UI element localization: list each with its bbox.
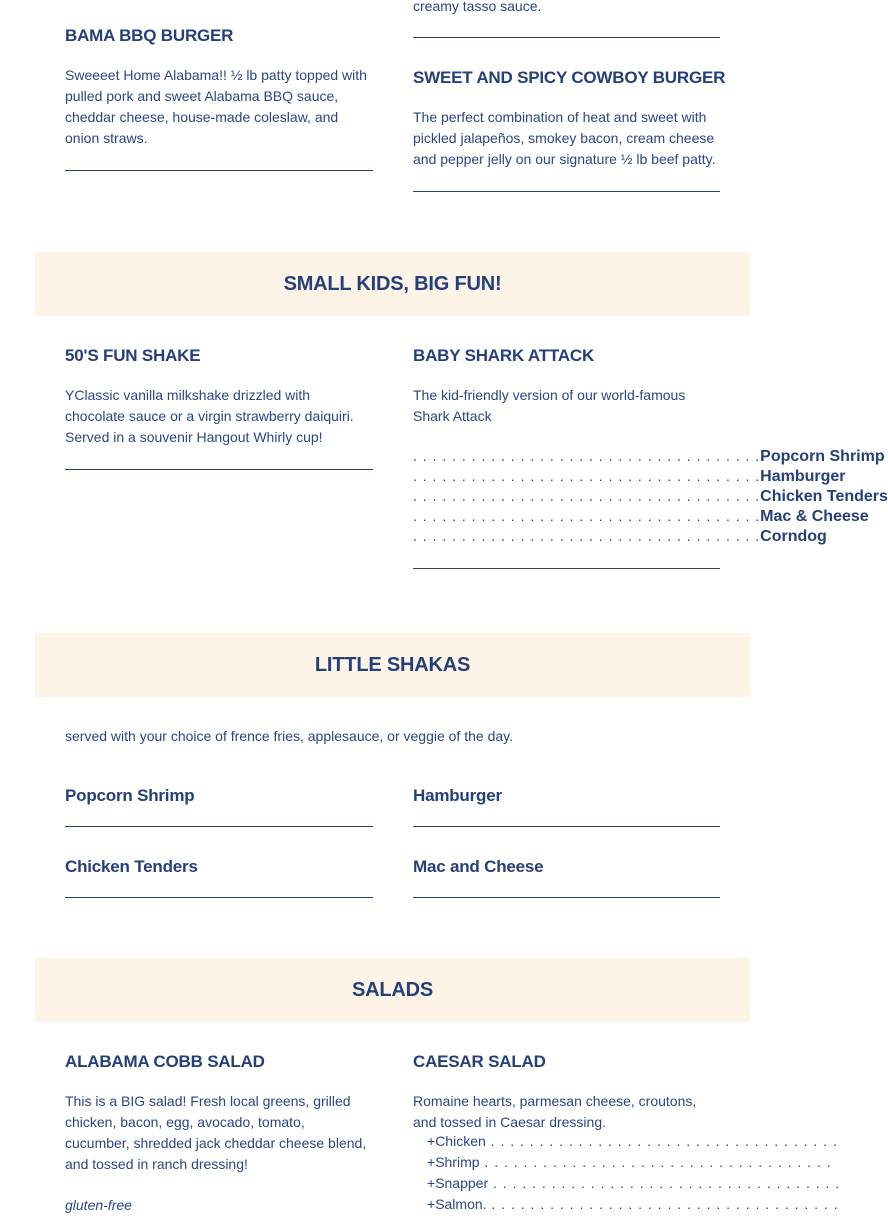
menu-item-title: CAESAR SALAD xyxy=(413,1052,546,1071)
menu-item-title: Hamburger xyxy=(413,786,502,805)
menu-item-title: BAMA BBQ BURGER xyxy=(65,26,234,45)
section-header-band xyxy=(35,252,750,316)
add-on-row xyxy=(413,1175,841,1196)
section-title: SALADS xyxy=(351,978,434,1001)
partial-description: creamy tasso sauce. xyxy=(413,0,542,14)
kid-option-row xyxy=(413,448,885,468)
dot-leader: . . . . . . . . . . . . . . . . . . . . . . . . . . . . . . . . . . . . xyxy=(485,1133,838,1149)
add-on-name: Shrimp xyxy=(435,1154,480,1170)
dot-leader: . . . . . . . . . . . . . . . . . . . . . . . . . . . . . . . . . . . . xyxy=(413,448,761,464)
dot-leader: . . . . . . . . . . . . . . . . . . . . . . . . . . . . . . . . . . . . xyxy=(413,468,761,484)
kid-option-name: Corndog xyxy=(760,528,827,545)
menu-item-title: ALABAMA COBB SALAD xyxy=(65,1052,265,1071)
section-title: SMALL KIDS, BIG FUN! xyxy=(283,272,502,295)
menu-item-divider xyxy=(65,469,373,470)
menu-item-description: Sweeeet Home Alabama!! ½ lb patty topped with pulled pork and sweet Alabama BBQ sauce, cheddar cheese, house-made coleslaw, and onion straws. xyxy=(65,67,367,146)
kid-option-name: Mac & Cheese xyxy=(760,508,869,525)
menu-item-title: Chicken Tenders xyxy=(65,857,198,876)
menu-item-description: The perfect combination of heat and sweet with pickled jalapeños, smokey bacon, cream cheese and pepper jelly on our signature ½ lb beef patty. xyxy=(413,109,716,167)
add-on-name: Chicken xyxy=(435,1133,486,1149)
kid-option-row xyxy=(413,508,869,528)
menu-item-divider xyxy=(413,826,720,827)
menu-item-divider xyxy=(413,37,720,38)
plus-icon: + xyxy=(427,1196,436,1212)
section-note: served with your choice of frence fries, applesauce, or veggie of the day. xyxy=(65,728,513,744)
add-on-name: Snapper xyxy=(435,1175,489,1191)
add-on-row xyxy=(413,1133,838,1154)
kid-option-name: Hamburger xyxy=(760,468,846,485)
menu-item-divider xyxy=(65,897,373,898)
menu-item-description: YClassic vanilla milkshake drizzled with chocolate sauce or a virgin strawberry daiquiri. Served in a souvenir Hangout Whirly cup! xyxy=(65,387,354,445)
menu-item-divider xyxy=(413,191,720,192)
dot-leader: . . . . . . . . . . . . . . . . . . . . . . . . . . . . . . . . . . . . xyxy=(413,528,761,544)
dot-leader: . . . . . . . . . . . . . . . . . . . . . . . . . . . . . . . . . . . . xyxy=(413,508,761,524)
menu-item-description: This is a BIG salad! Fresh local greens, grilled chicken, bacon, egg, avocado, tomato, cucumber, shredded jack cheddar cheese blend, and tossed in ranch dressing! xyxy=(65,1093,367,1172)
menu-item-title: BABY SHARK ATTACK xyxy=(413,346,595,365)
section-title: LITTLE SHAKAS xyxy=(314,653,471,676)
menu-item-divider xyxy=(65,826,373,827)
dietary-tag: gluten-free xyxy=(65,1197,132,1213)
kid-option-row xyxy=(413,468,846,488)
menu-item-title: 50'S FUN SHAKE xyxy=(65,346,201,365)
add-on-name: Salmon. xyxy=(435,1196,487,1212)
add-on-row xyxy=(413,1154,832,1175)
kid-option-name: Popcorn Shrimp xyxy=(760,448,885,465)
menu-item-description: Romaine hearts, parmesan cheese, croutons, and tossed in Caesar dressing. xyxy=(413,1093,697,1130)
plus-icon: + xyxy=(427,1154,436,1170)
dot-leader: . . . . . . . . . . . . . . . . . . . . . . . . . . . . . . . . . . . . xyxy=(413,488,761,504)
dot-leader: . . . . . . . . . . . . . . . . . . . . . . . . . . . . . . . . . . . . xyxy=(488,1175,841,1191)
menu-item-divider xyxy=(65,170,373,171)
plus-icon: + xyxy=(427,1133,436,1149)
section-header-band xyxy=(35,958,750,1022)
kid-option-row xyxy=(413,488,888,508)
menu-item-description: The kid-friendly version of our world-famous Shark Attack xyxy=(413,387,686,424)
add-on-row xyxy=(413,1196,839,1217)
menu-item-title: Mac and Cheese xyxy=(413,857,544,876)
plus-icon: + xyxy=(427,1175,436,1191)
menu-item-title: Popcorn Shrimp xyxy=(65,786,195,805)
menu-item-divider xyxy=(413,568,720,569)
section-header-band xyxy=(35,633,750,697)
dot-leader: . . . . . . . . . . . . . . . . . . . . . . . . . . . . . . . . . . . . xyxy=(479,1154,832,1170)
menu-item-divider xyxy=(413,897,720,898)
kid-option-name: Chicken Tenders xyxy=(760,488,888,505)
dot-leader: . . . . . . . . . . . . . . . . . . . . . . . . . . . . . . . . . . . . xyxy=(486,1196,839,1212)
menu-item-title: SWEET AND SPICY COWBOY BURGER xyxy=(413,68,726,87)
kid-option-row xyxy=(413,528,827,548)
